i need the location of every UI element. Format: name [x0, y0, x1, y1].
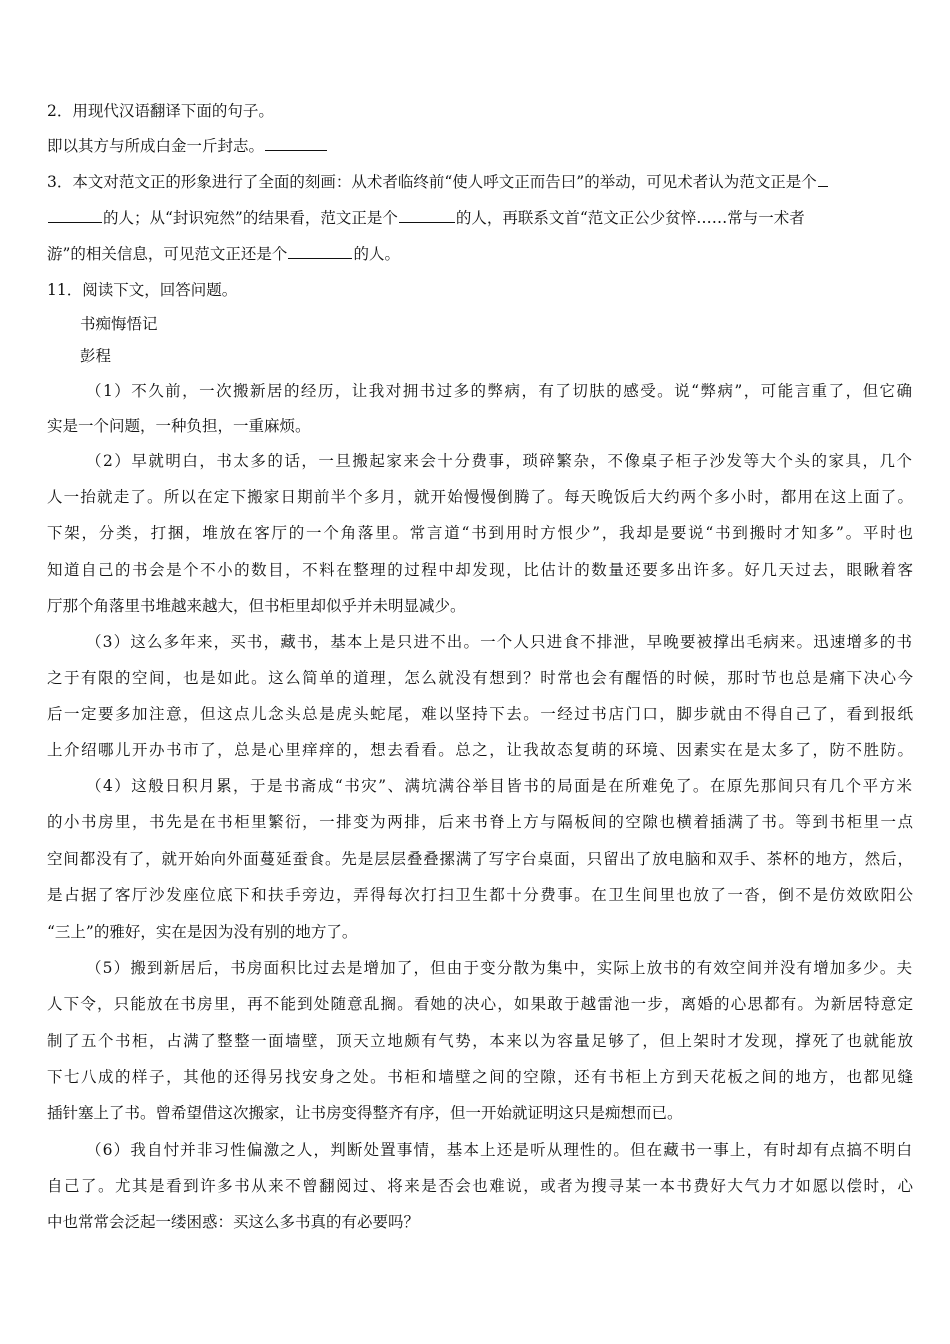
paragraph-2-line: 厅那个角落里书堆越来越大，但书柜里却似乎并未明显减少。	[47, 597, 466, 615]
paragraph-4-line: （4）这般日积月累，于是书斋成“书灾”、满坑满谷举目皆书的局面是在所难免了。在原先那间只有几个平方米	[86, 777, 912, 795]
q3-line-2	[47, 208, 913, 228]
paragraph-3-line: 之于有限的空间，也是如此。这么简单的道理，怎么就没有想到？时常也会有醒悟的时候，那时节也总是痛下决心今	[47, 669, 913, 687]
paragraph-4-line: 是占据了客厅沙发座位底下和扶手旁边，弄得每次打扫卫生都十分费事。在卫生间里也放了一沓，倒不是仿效欧阳公	[47, 886, 913, 904]
answer-blank[interactable]	[399, 208, 455, 223]
q11-prompt: 11．阅读下文，回答问题。	[47, 281, 238, 299]
q3-text-3a: 游”的相关信息，可见范文正还是个	[47, 245, 288, 263]
paragraph-2-line: （2）早就明白，书太多的话，一旦搬起家来会十分费事，琐碎繁杂，不像桌子柜子沙发等大个头的家具，几个	[86, 452, 912, 470]
paragraph-5-line: （5）搬到新居后，书房面积比过去是增加了，但由于变分散为集中，实际上放书的有效空间并没有增加多少。夫	[86, 959, 912, 977]
answer-blank[interactable]	[818, 172, 828, 187]
q2-sentence-line	[47, 136, 913, 156]
paragraph-5-line: 人下令，只能放在书房里，再不能到处随意乱搁。看她的决心，如果敢于越雷池一步，离婚的心思都有。为新居特意定	[47, 995, 913, 1013]
paragraph-1-line: （1）不久前，一次搬新居的经历，让我对拥书过多的弊病，有了切肤的感受。说“弊病”，可能言重了，但它确	[86, 382, 912, 400]
q3-text-2b: 的人，再联系文首“范文正公少贫悴……常与一术者	[455, 209, 805, 227]
paragraph-3-line: 上介绍哪儿开办书市了，总是心里痒痒的，想去看看。总之，让我故态复萌的环境、因素实在是太多了，防不胜防。	[47, 741, 913, 759]
paragraph-5-line: 制了五个书柜，占满了整整一面墙壁，顶天立地颇有气势，本来以为容量足够了，但上架时才发现，撑死了也就能放	[47, 1032, 913, 1050]
paragraph-2-line: 下架，分类，打捆，堆放在客厅的一个角落里。常言道“书到用时方恨少”，我却是要说“书到搬时才知多”。平时也	[47, 524, 913, 542]
q2-prompt: 2．用现代汉语翻译下面的句子。	[47, 102, 274, 120]
article-title: 书痴悔悟记	[80, 315, 158, 333]
q3-line-1	[47, 172, 913, 192]
q3-text-2a: 的人；从“封识宛然”的结果看，范文正是个	[103, 209, 398, 227]
paragraph-4-line: 的小书房里，书先是在书柜里繁衍，一排变为两排，后来书脊上方与隔板间的空隙也横着插满了书。等到书柜里一点	[47, 813, 913, 831]
answer-blank[interactable]	[288, 244, 352, 259]
paragraph-2-line: 知道自己的书会是个不小的数目，不料在整理的过程中却发现，比估计的数量还要多出许多。好几天过去，眼瞅着客	[47, 561, 913, 579]
paragraph-4-line: “三上”的雅好，实在是因为没有别的地方了。	[47, 923, 358, 941]
paragraph-5-line: 下七八成的样子，其他的还得另找安身之处。书柜和墙壁之间的空隙，还有书柜上方到天花板之间的地方，也都见缝	[47, 1068, 913, 1086]
paragraph-2-line: 人一抬就走了。所以在定下搬家日期前半个多月，就开始慢慢倒腾了。每天晚饭后大约两个多小时，都用在这上面了。	[47, 488, 913, 506]
paragraph-6-line: 自己了。尤其是看到许多书从来不曾翻阅过、将来是否会也难说，或者为搜寻某一本书费好大气力才如愿以偿时，心	[47, 1177, 913, 1195]
paragraph-3-line: （3）这么多年来，买书，藏书，基本上是只进不出。一个人只进食不排泄，早晚要被撑出毛病来。迅速增多的书	[86, 633, 912, 651]
q3-line-3	[47, 244, 913, 264]
q2-sentence: 即以其方与所成白金一斤封志。	[47, 137, 265, 155]
article-author: 彭程	[80, 347, 112, 365]
paragraph-6-line: （6）我自忖并非习性偏激之人，判断处置事情，基本上还是听从理性的。但在藏书一事上，有时却有点搞不明白	[86, 1141, 912, 1159]
answer-blank[interactable]	[265, 136, 327, 151]
paragraph-6-line: 中也常常会泛起一缕困惑：买这么多书真的有必要吗？	[47, 1213, 420, 1231]
paragraph-5-line: 插针塞上了书。曾希望借这次搬家，让书房变得整齐有序，但一开始就证明这只是痴想而已。	[47, 1104, 683, 1122]
answer-blank[interactable]	[48, 208, 102, 223]
q3-text-3b: 的人。	[353, 245, 400, 263]
paragraph-1-line: 实是一个问题，一种负担，一重麻烦。	[47, 417, 311, 435]
paragraph-3-line: 后一定要多加注意，但这点儿念头总是虎头蛇尾，难以坚持下去。一经过书店门口，脚步就由不得自己了，看到报纸	[47, 705, 913, 723]
q3-text-1: 3．本文对范文正的形象进行了全面的刻画：从术者临终前“使人呼文正而告曰”的举动，可见术者认为范文正是个	[47, 173, 817, 191]
paragraph-4-line: 空间都没有了，就开始向外面蔓延蚕食。先是层层叠叠摞满了写字台桌面，只留出了放电脑和双手、茶杯的地方，然后，	[47, 850, 913, 868]
